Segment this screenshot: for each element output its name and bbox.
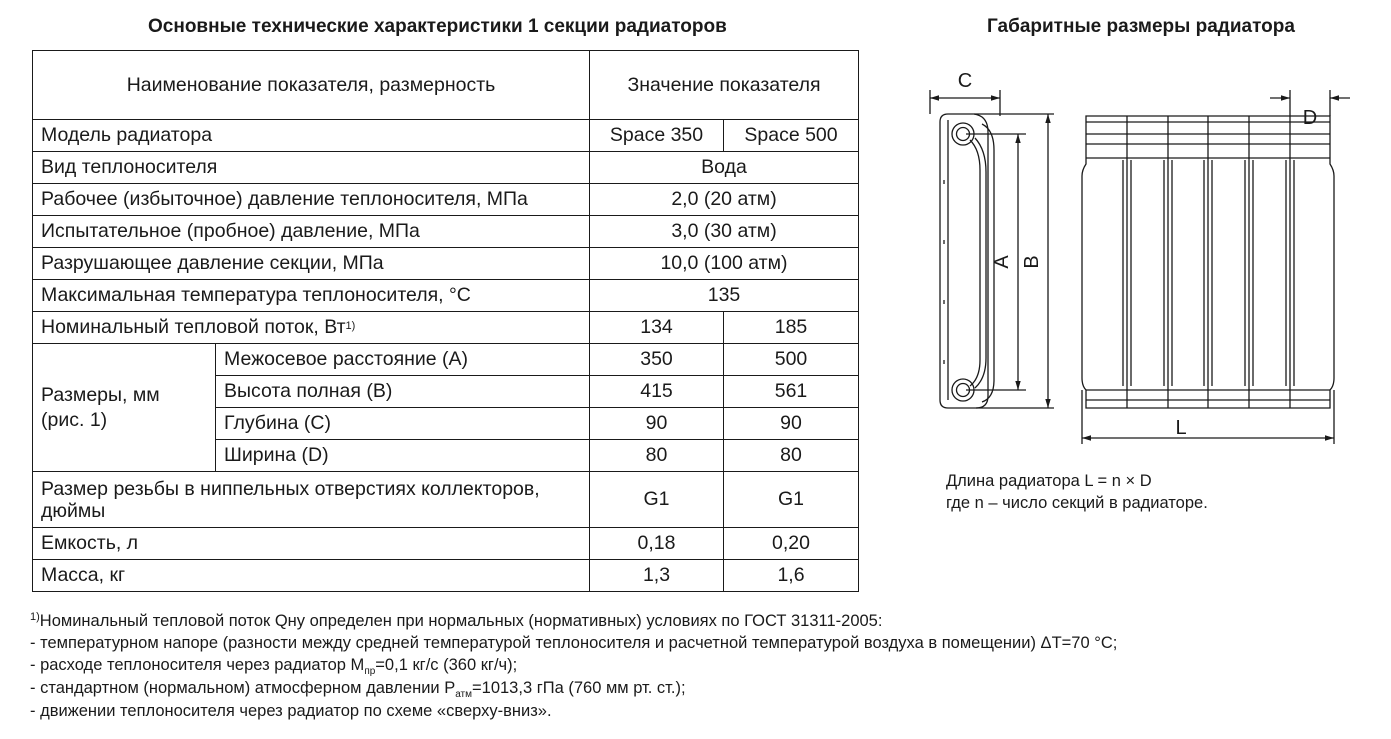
table-row [33,184,859,216]
height-b-cell: 561 [724,376,859,408]
spec-table [32,50,859,592]
model-b-cell: Space 500 [724,120,859,152]
row-label [33,312,590,344]
heat-flow-label: Номинальный тепловой поток, Вт [41,316,346,338]
table-row [33,472,859,528]
row-label: Модель радиатора [33,120,590,152]
row-value: 2,0 (20 атм) [590,184,859,216]
footnote-line-4: - движении теплоносителя через радиатор по схеме «сверху-вниз». [30,702,552,720]
footnote-marker: 1) [30,611,40,623]
row-value: 10,0 (100 атм) [590,248,859,280]
mass-a-cell: 1,3 [590,560,724,592]
table-title: Основные технические характеристики 1 секции радиаторов [148,16,727,37]
depth-b-cell: 90 [724,408,859,440]
label-c: C [957,70,973,92]
label-b: B [1021,255,1043,269]
sizes-group-label [33,344,216,472]
header-name-cell: Наименование показателя, размерность [33,51,590,120]
row-value: 3,0 (30 атм) [590,216,859,248]
capacity-a-cell: 0,18 [590,528,724,560]
row-label: Межосевое расстояние (A) [216,344,590,376]
row-label: Размер резьбы в ниппельных отверстиях коллекторов, дюймы [33,472,590,528]
footnote-line-3-sub: атм [455,689,473,700]
row-label: Максимальная температура теплоносителя, °C [33,280,590,312]
table-row [33,152,859,184]
footnote-line-2-pre: - расходе теплоносителя через радиатор M [30,656,365,674]
table-row [33,560,859,592]
thread-a-cell: G1 [590,472,724,528]
thread-b-cell: G1 [724,472,859,528]
depth-a-cell: 90 [590,408,724,440]
label-a: A [991,255,1013,269]
capacity-b-cell: 0,20 [724,528,859,560]
footnote-line-3 [30,679,686,698]
footnote-line-3-pre: - стандартном (нормальном) атмосферном давлении P [30,679,456,697]
width-b-cell: 80 [724,440,859,472]
width-a-cell: 80 [590,440,724,472]
row-label: Вид теплоносителя [33,152,590,184]
header-value-cell: Значение показателя [590,51,859,120]
table-header-row [33,51,859,120]
table-row [33,344,859,376]
radiator-side-view [940,114,994,408]
axis-a-cell: 350 [590,344,724,376]
label-l: L [1175,417,1187,439]
row-label: Емкость, л [33,528,590,560]
axis-b-cell: 500 [724,344,859,376]
table-row [33,280,859,312]
mass-b-cell: 1,6 [724,560,859,592]
footnote-line-2-sub: пр [364,666,376,677]
row-value: 135 [590,280,859,312]
table-row [33,312,859,344]
row-label: Разрушающее давление секции, МПа [33,248,590,280]
row-value: Вода [590,152,859,184]
row-label: Испытательное (пробное) давление, МПа [33,216,590,248]
heat-flow-b-cell: 185 [724,312,859,344]
label-d: D [1302,107,1318,129]
radiator-dimension-drawing [910,60,1360,450]
model-a-cell: Space 350 [590,120,724,152]
footnote-line-1: - температурном напоре (разности между средней температурой теплоносителя и расчетной температурой воздуха в помещении) ΔT=70 °C; [30,634,1118,652]
footnote-line-3-post: =1013,3 гПа (760 мм рт. ст.); [472,679,686,697]
height-a-cell: 415 [590,376,724,408]
row-label: Глубина (C) [216,408,590,440]
footnote-line-2 [30,656,517,675]
footnote-ref: 1) [345,320,356,332]
dimension-c [930,90,1000,116]
footnote-intro [30,612,882,631]
length-formula-note: Длина радиатора L = n × D [946,472,1152,490]
dimensions-title: Габаритные размеры радиатора [987,16,1295,37]
table-row [33,248,859,280]
sizes-label-line2: (рис. 1) [41,408,108,431]
sizes-label-line1: Размеры, мм [41,383,160,406]
table-row [33,528,859,560]
footnote-intro-text: Номинальный тепловой поток Qну определен при нормальных (нормативных) условиях по ГОСТ 31311-2005: [39,612,883,630]
table-row [33,120,859,152]
footnote-line-2-post: =0,1 кг/с (360 кг/ч); [375,656,518,674]
row-label: Масса, кг [33,560,590,592]
table-row [33,216,859,248]
radiator-front-view [1082,116,1334,408]
row-label: Ширина (D) [216,440,590,472]
row-label: Высота полная (B) [216,376,590,408]
length-formula-explanation: где n – число секций в радиаторе. [946,494,1208,512]
heat-flow-a-cell: 134 [590,312,724,344]
row-label: Рабочее (избыточное) давление теплоносителя, МПа [33,184,590,216]
